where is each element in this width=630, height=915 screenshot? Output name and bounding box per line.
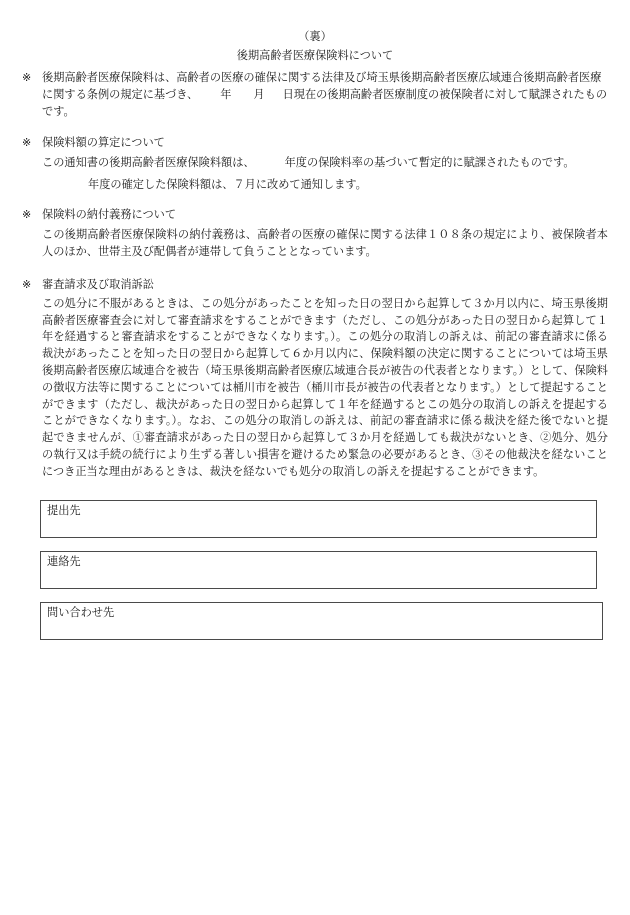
section-obligation-body: この後期高齢者医療保険料の納付義務は、高齢者の医療の確保に関する法律１０８条の規定により、被保険者本人のほか、世帯主及び配偶者が連帯して負うこととなっています。 [42, 227, 608, 258]
submit-to-box [40, 500, 597, 538]
calculation-line-2: 年度の確定した保険料額は、７月に改めて通知します。 [88, 177, 367, 191]
note-mark: ※ [22, 71, 32, 84]
calculation-line-1 [42, 155, 608, 172]
year-label: 年 [220, 87, 232, 101]
contact-box [40, 551, 597, 589]
section-calculation [22, 135, 608, 193]
contact-label: 連絡先 [47, 555, 81, 568]
section-basis-text [42, 70, 608, 120]
section-obligation-heading: 保険料の納付義務について [42, 208, 177, 221]
inquiry-box [40, 602, 603, 640]
section-appeal-heading: 審査請求及び取消訴訟 [42, 278, 154, 291]
inquiry-label: 問い合わせ先 [47, 606, 115, 619]
basis-text-before-date: 後期高齢者医療保険料は、高齢者の医療の確保に関する法律及び埼玉県後期高齢者医療広域連合後期高齢者医療に関する条例の規定に基づき、 [42, 71, 602, 101]
section-basis [22, 70, 608, 120]
basis-text-after-date: 日現在の後期高齢者医療制度の被保険者に対して賦課されたものです。 [42, 87, 608, 118]
section-calculation-heading: 保険料額の算定について [42, 136, 165, 149]
section-obligation [22, 207, 608, 260]
calculation-line-1-before: この通知書の後期高齢者医療保険料額は、 [42, 155, 255, 169]
back-side-marker: （裏） [298, 30, 332, 43]
page-title: 後期高齢者医療保険料について [236, 49, 394, 62]
calculation-line-1-after: 年度の保険料率の基づいて暫定的に賦課されたものです。 [284, 155, 575, 169]
month-label: 月 [253, 87, 265, 101]
note-mark: ※ [22, 136, 32, 149]
note-mark: ※ [22, 278, 32, 291]
note-mark: ※ [22, 208, 32, 221]
section-appeal-body: この処分に不服があるときは、この処分があったことを知った日の翌日から起算して３か月以内に、埼玉県後期高齢者医療審査会に対して審査請求をすることができます（ただし、この処分があった日の翌日から起算して１年を経過すると審査請求をすることができなくなります。）。この処分の取消しの訴えは、前記の審査請求に係る裁決があったことを知った日の翌日から起算して６か月以内に、保険料額の決定に関することについては埼玉県後期高齢者医療広域連合を被告（埼玉県後期高齢者医療広域連合長が被告の代表者となります。）として、保険料の徴収方法等に関することについては桶川市を被告（桶川市長が被告の代表者となります。）として提起することができます（ただし、裁決があった日の翌日から起算して１年を経過するとこの処分の取消しの訴えを提起することができなくなります。）。なお、この処分の取消しの訴えは、前記の審査請求に係る裁決を経た後でないと提起できませんが、①審査請求があった日の翌日から起算して３か月を経過しても裁決がないとき、②処分、処分の執行又は手続の続行により生ずる著しい損害を避けるため緊急の必要があるとき、③その他裁決を経ないことにつき正当な理由があるときは、裁決を経ないでも処分の取消しの訴えを提起することができます。 [42, 296, 608, 478]
submit-to-label: 提出先 [47, 504, 81, 517]
section-appeal [22, 277, 608, 481]
